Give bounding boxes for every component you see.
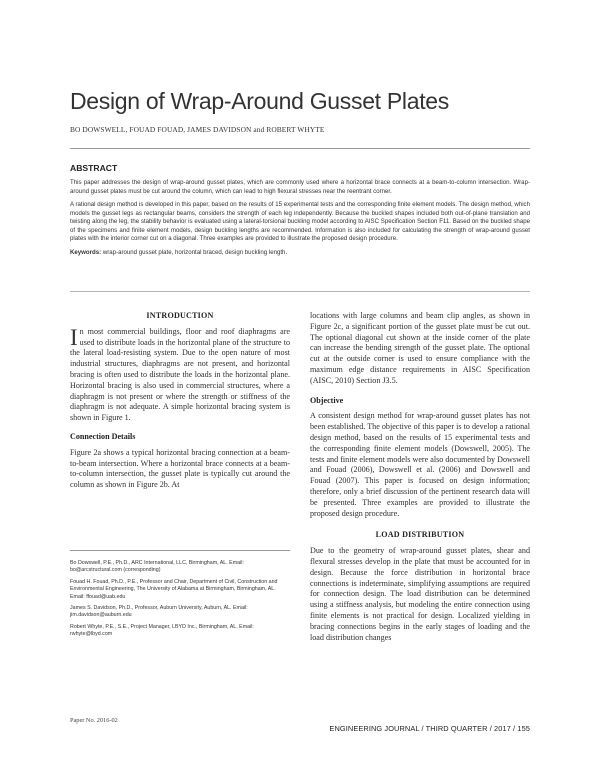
running-footer: ENGINEERING JOURNAL / THIRD QUARTER / 2017 / 155 bbox=[329, 724, 530, 733]
introduction-text: n most commercial buildings, floor and roof diaphragms are used to distribute loads in the horizontal plane of the structure to the lateral load-resisting system. Due to the open nature of most industrial structures, diaphragms are not present, and horizontal bracing is often used to distribute the loads in the horizontal plane. Horizontal bracing is also used in commercial structures, where a diaphragm is not present or where the strength or stiffness of the diaphragm is not adequate. A simple horizontal bracing system is shown in Figure 1. bbox=[70, 326, 290, 423]
keywords-line bbox=[70, 249, 530, 258]
keywords-text: wrap-around gusset plate, horizontal braced, design buckling length. bbox=[102, 248, 288, 256]
abstract-heading: ABSTRACT bbox=[70, 163, 118, 173]
load-distribution-text: Due to the geometry of wrap-around gusset plates, shear and flexural stresses develop in the plate that must be accounted for in design. Because the force distribution in horizontal brace connections is indeterminate, simplifying assumptions are required for connection design. The load distribution can be determined using a stiffness analysis, but modeling the entire connection using finite elements is not practical for design. Localized yielding in bracing connections begins in the early stages of loading and the load distribution changes bbox=[310, 546, 530, 642]
abstract-body bbox=[70, 179, 530, 257]
paper-title: Design of Wrap-Around Gusset Plates bbox=[70, 88, 449, 114]
left-column bbox=[70, 311, 290, 491]
footnote: Fouad H. Fouad, Ph.D., P.E., Professor and Chair, Department of Civil, Construction and Environmental Engineering, The University of Alabama at Birmingham, Birmingham, AL. Email: ffouad@uab.edu bbox=[70, 578, 278, 600]
connection-details-heading: Connection Details bbox=[70, 431, 136, 441]
footnote-divider bbox=[70, 550, 290, 551]
abstract-paragraph: This paper addresses the design of wrap-around gusset plates, which are commonly used where a horizontal brace connects at a beam-to-column intersection. Wrap-around gusset plates must be cut around the column, which can lead to high flexural stresses near the reentrant corner. bbox=[70, 179, 530, 195]
abstract-paragraph: A rational design method is developed in this paper, based on the results of 15 experimental tests and the corresponding finite element models. The design method, which models the gusset legs as rectangular beams, considers the strength of each leg independently. Because the buckled shapes included both out-of-plane translation and twisting along the leg, the stability behavior is evaluated using a lateral-torsional buckling model according to AISC Specification Section F11. Based on the buckled shape of the specimens and finite element models, design buckling lengths are recommended. Information is also included for calculating the strength of wrap-around gusset plates with the interior corner cut on a diagonal. Three examples are provided to illustrate the proposed design procedure. bbox=[70, 201, 530, 242]
author-footnotes bbox=[70, 560, 290, 639]
drop-cap: I bbox=[70, 324, 78, 350]
load-distribution-heading: LOAD DISTRIBUTION bbox=[375, 530, 465, 540]
introduction-paragraph bbox=[70, 324, 290, 424]
author-list: BO DOWSWELL, FOUAD FOUAD, JAMES DAVIDSON and ROBERT WHYTE bbox=[70, 125, 325, 134]
footnote: Bo Dowswell, P.E., Ph.D., ARC International, LLC, Birmingham, AL. Email: bo@arcstructural.com (corresponding) bbox=[70, 560, 244, 574]
footnote: Robert Whyte, P.E., S.E., Project Manager, LBYD Inc., Birmingham, AL. Email: rwhyte@lbyd.com bbox=[70, 623, 254, 638]
connection-details-text: Figure 2a shows a typical horizontal bracing connection at a beam-to-beam intersection. Where a horizontal brace connects at a beam-to-column intersection, the gusset plate is typically cut around the column as shown in Figure 2b. At bbox=[70, 447, 290, 490]
objective-heading: Objective bbox=[310, 395, 344, 405]
continued-paragraph: locations with large columns and beam clip angles, as shown in Figure 2c, a significant portion of the gusset plate must be cut out. The optional diagonal cut shown at the inside corner of the plate can increase the bending strength of the gusset plate. The optional cut at the outside corner is used to ensure compliance with the maximum edge distance requirements in AISC Specification (AISC, 2010) Section J3.5. bbox=[310, 311, 530, 385]
footnote: James S. Davidson, Ph.D., Professor, Auburn University, Auburn, AL. Email: jim.davidson@auburn.edu bbox=[70, 605, 248, 619]
keywords-label: Keywords: bbox=[70, 248, 102, 256]
right-column bbox=[310, 311, 530, 643]
abstract-divider bbox=[70, 291, 530, 292]
top-divider bbox=[70, 148, 530, 149]
introduction-heading: INTRODUCTION bbox=[146, 311, 214, 320]
paper-number: Paper No. 2016-02 bbox=[70, 717, 118, 724]
objective-text: A consistent design method for wrap-around gusset plates has not been established. The objective of this paper is to develop a rational design method, based on the results of 15 experimental tests and the corresponding finite element models (Dowswell, 2005). The tests and finite element models were also documented by Dowswell and Fouad (2006), Dowswell et al. (2006) and Dowswell and Fouad (2007). This paper is focused on design information; therefore, only a brief discussion of the pertinent research data will be presented. Three examples are provided to illustrate the proposed design procedure. bbox=[310, 411, 530, 518]
